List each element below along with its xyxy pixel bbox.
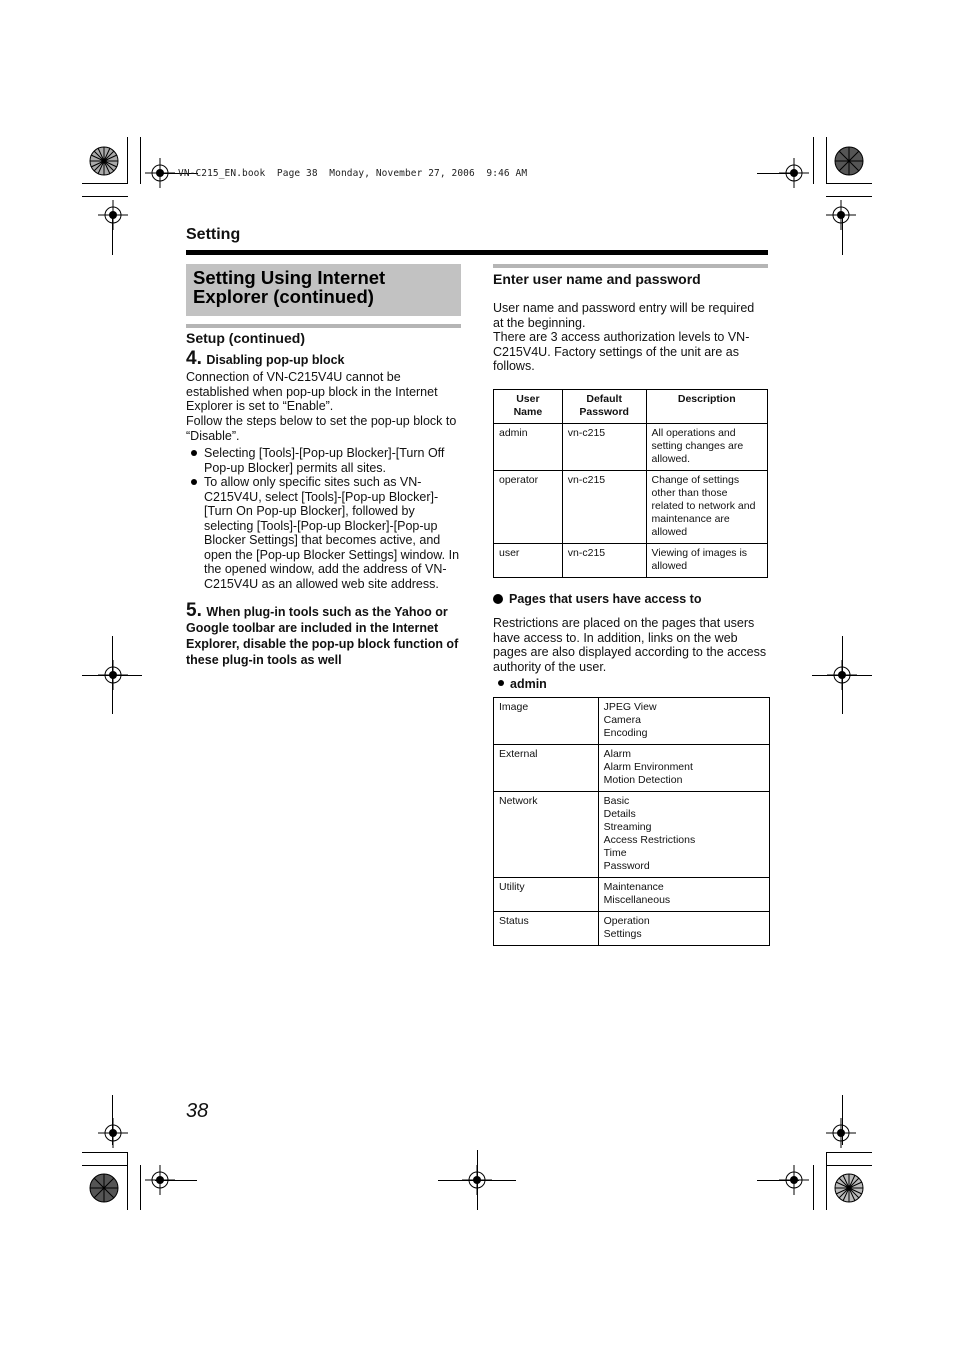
step-4-heading bbox=[186, 348, 345, 370]
table-row bbox=[494, 792, 770, 878]
list-item bbox=[204, 446, 460, 475]
table-cell: operator bbox=[494, 471, 563, 544]
pages-heading-text: Pages that users have access to bbox=[509, 592, 702, 606]
table-cell: user bbox=[494, 544, 563, 578]
admin-pages-table bbox=[493, 697, 770, 946]
step-number: 5. bbox=[186, 600, 202, 621]
table-cell: JPEG View Camera Encoding bbox=[598, 698, 769, 745]
table-cell: Image bbox=[494, 698, 599, 745]
step-title: When plug-in tools such as the Yahoo or Google toolbar are included in the Internet Explorer, disable the pop-up block function of these plug-in tools as well bbox=[186, 605, 459, 667]
step-title: Disabling pop-up block bbox=[206, 353, 345, 367]
registration-mark-icon bbox=[98, 1118, 128, 1148]
intro-text: User name and password entry will be required at the beginning. There are 3 access authorization levels to VN-C215V4U. Factory settings of the unit are as follows. bbox=[493, 301, 755, 374]
table-row bbox=[494, 471, 768, 544]
admin-label bbox=[498, 677, 547, 691]
pages-text: Restrictions are placed on the pages that users have access to. In addition, links on the web pages are also displayed according to the access authority of the user. bbox=[493, 616, 767, 674]
table-cell: Status bbox=[494, 912, 599, 946]
registration-mark-icon bbox=[826, 200, 856, 230]
section-label: Setting bbox=[186, 226, 241, 243]
table-cell: Basic Details Streaming Access Restrictions Time Password bbox=[598, 792, 769, 878]
right-heading: Enter user name and password bbox=[493, 271, 701, 287]
table-cell: admin bbox=[494, 424, 563, 471]
list-item bbox=[204, 475, 460, 591]
table-header-row bbox=[494, 390, 768, 424]
table-cell: vn-c215 bbox=[562, 471, 646, 544]
table-cell: Operation Settings bbox=[598, 912, 769, 946]
bullet-icon bbox=[191, 479, 197, 485]
bullet-text: To allow only specific sites such as VN-C215V4U, select [Tools]-[Pop-up Blocker]-[Turn On Pop-up Blocker], followed by selecting [Tools]-[Pop-up Blocker]-[Pop-up Blocker Settings] that becomes active, and open the [Pop-up Blocker Settings] window. In the opened window, add the address of VN-C215V4U as an allowed web site address. bbox=[204, 475, 460, 591]
bullet-icon bbox=[191, 450, 197, 456]
page-number: 38 bbox=[186, 1100, 209, 1122]
heading-rule bbox=[493, 264, 768, 268]
bullet-icon bbox=[498, 680, 504, 686]
step-4-paragraph-2: Follow the steps below to set the pop-up block to “Disable”. bbox=[186, 414, 457, 443]
table-row bbox=[494, 544, 768, 578]
table-row bbox=[494, 878, 770, 912]
header-rule bbox=[186, 250, 768, 255]
color-target-icon bbox=[89, 1173, 119, 1203]
column-header: User Name bbox=[494, 390, 563, 424]
table-cell: vn-c215 bbox=[562, 424, 646, 471]
column-header: Default Password bbox=[562, 390, 646, 424]
bullet-text: Selecting [Tools]-[Pop-up Blocker]-[Turn Off Pop-up Blocker] permits all sites. bbox=[204, 446, 445, 475]
table-cell: Utility bbox=[494, 878, 599, 912]
step-5-heading bbox=[186, 600, 462, 668]
pages-heading bbox=[493, 592, 701, 606]
table-row bbox=[494, 912, 770, 946]
step-4-paragraph-1: Connection of VN-C215V4U cannot be established when pop-up block in the Internet Explorer is set to “Enable”. bbox=[186, 370, 438, 414]
table-row bbox=[494, 698, 770, 745]
table-cell: External bbox=[494, 745, 599, 792]
admin-label-text: admin bbox=[510, 677, 547, 691]
registration-mark-icon bbox=[98, 200, 128, 230]
table-cell: Network bbox=[494, 792, 599, 878]
subheading-rule bbox=[186, 324, 461, 328]
column-header: Description bbox=[646, 390, 767, 424]
table-cell: Maintenance Miscellaneous bbox=[598, 878, 769, 912]
table-cell: vn-c215 bbox=[562, 544, 646, 578]
color-target-icon bbox=[834, 1173, 864, 1203]
authorization-table bbox=[493, 389, 768, 578]
title-box bbox=[186, 264, 461, 316]
table-cell: Alarm Alarm Environment Motion Detection bbox=[598, 745, 769, 792]
table-cell: Change of settings other than those related to network and maintenance are allowed bbox=[646, 471, 767, 544]
subheading: Setup (continued) bbox=[186, 330, 305, 346]
step-number: 4. bbox=[186, 348, 202, 369]
table-cell: Viewing of images is allowed bbox=[646, 544, 767, 578]
page-title: Setting Using Internet Explorer (continued) bbox=[193, 267, 386, 307]
table-cell: All operations and setting changes are allowed. bbox=[646, 424, 767, 471]
table-row bbox=[494, 424, 768, 471]
color-target-icon bbox=[834, 146, 864, 176]
table-row bbox=[494, 745, 770, 792]
bullet-circle-icon bbox=[493, 594, 503, 604]
color-target-icon bbox=[89, 146, 119, 176]
registration-mark-icon bbox=[826, 1118, 856, 1148]
book-header: VN-C215_EN.book Page 38 Monday, November 27, 2006 9:46 AM bbox=[178, 168, 528, 179]
